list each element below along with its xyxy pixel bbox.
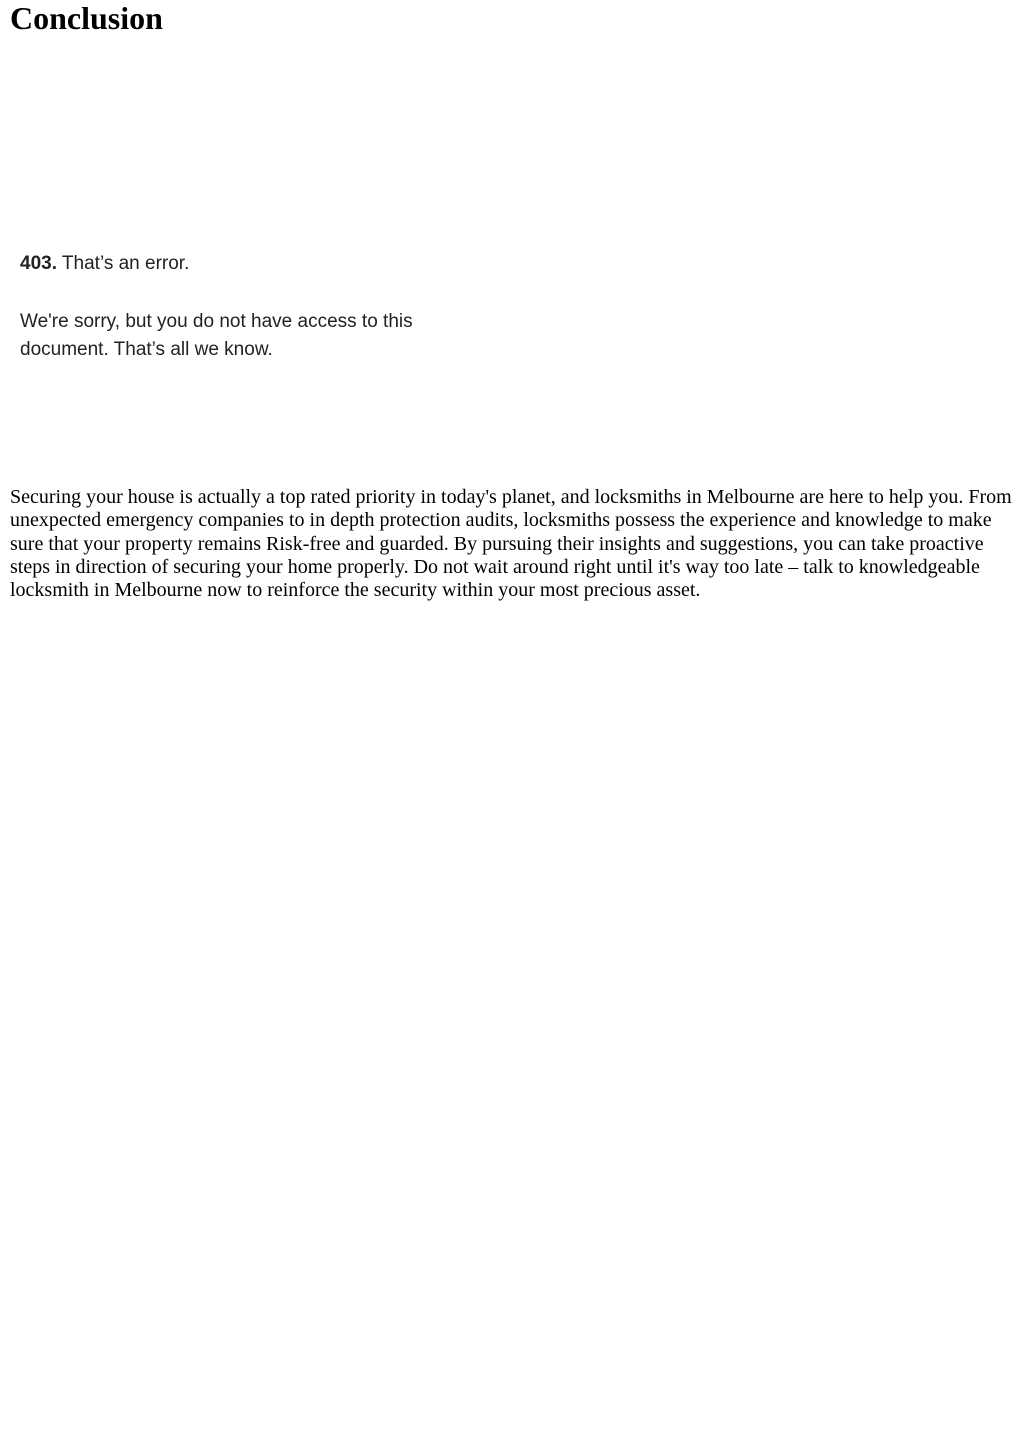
error-code: 403. [20, 253, 57, 274]
conclusion-paragraph: Securing your house is actually a top rated priority in today's planet, and locksmiths in Melbourne are here to help you. From unexpected emergency companies to in depth protection audits, locksmiths possess the experience and knowledge to make sure that your property remains Risk-free and guarded. By pursuing their insights and suggestions, you can take proactive steps in direction of securing your home properly. Do not wait around right until it's way too late – talk to knowledgeable locksmith in Melbourne now to reinforce the security within your most precious asset. [10, 486, 1012, 602]
error-heading [20, 252, 189, 276]
page-title: Conclusion [10, 0, 163, 36]
error-title: That’s an error. [61, 253, 190, 274]
error-message: We're sorry, but you do not have access to this document. That’s all we know. [20, 311, 413, 360]
